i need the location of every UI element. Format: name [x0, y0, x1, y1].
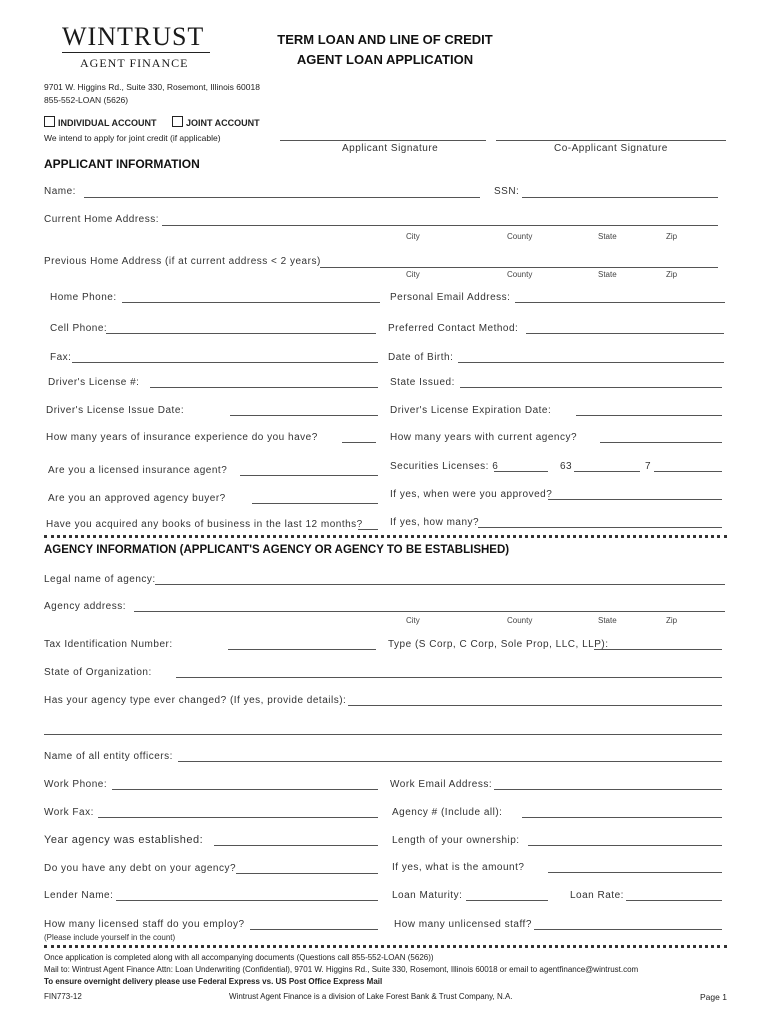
- sublabel-zip: Zip: [666, 232, 678, 241]
- securities-7-label: 7: [645, 461, 652, 472]
- company-phone: 855-552-LOAN (5626): [44, 95, 129, 105]
- tax-id-label: Tax Identification Number:: [44, 639, 173, 650]
- type-changed-field-line2[interactable]: [44, 734, 722, 735]
- rate-label: Loan Rate:: [570, 890, 624, 901]
- preferred-contact-label: Preferred Contact Method:: [388, 323, 519, 334]
- sublabel-state: State: [598, 616, 617, 625]
- division-note: Wintrust Agent Finance is a division of Lake Forest Bank & Trust Company, N.A.: [229, 992, 513, 1001]
- sublabel-state: State: [598, 270, 617, 279]
- individual-account-label: INDIVIDUAL ACCOUNT: [58, 118, 157, 128]
- dl-exp-label: Driver's License Expiration Date:: [390, 405, 552, 416]
- officers-label: Name of all entity officers:: [44, 751, 173, 762]
- type-changed-label: Has your agency type ever changed? (If yes, provide details):: [44, 695, 347, 706]
- dob-label: Date of Birth:: [388, 352, 454, 363]
- agency-type-field[interactable]: [594, 649, 722, 650]
- dob-field[interactable]: [458, 362, 724, 363]
- sublabel-city: City: [406, 232, 420, 241]
- name-field[interactable]: [84, 197, 480, 198]
- debt-field[interactable]: [236, 873, 378, 874]
- insurance-years-label: How many years of insurance experience do you have?: [46, 432, 318, 443]
- year-established-field[interactable]: [214, 845, 378, 846]
- work-email-field[interactable]: [494, 789, 722, 790]
- debt-label: Do you have any debt on your agency?: [44, 863, 237, 874]
- licensed-staff-field[interactable]: [250, 929, 378, 930]
- joint-account-option[interactable]: [172, 116, 260, 128]
- work-fax-label: Work Fax:: [44, 807, 94, 818]
- sublabel-county: County: [507, 616, 533, 625]
- securities-7-field[interactable]: [654, 471, 722, 472]
- agency-address-field[interactable]: [134, 611, 725, 612]
- securities-63-field[interactable]: [574, 471, 640, 472]
- licensed-staff-label: How many licensed staff do you employ?: [44, 919, 245, 930]
- company-address: 9701 W. Higgins Rd., Suite 330, Rosemont, Illinois 60018: [44, 82, 260, 92]
- applicant-section-heading: APPLICANT INFORMATION: [44, 157, 200, 171]
- current-address-label: Current Home Address:: [44, 214, 159, 225]
- section-divider: [44, 535, 727, 538]
- tax-id-field[interactable]: [228, 649, 376, 650]
- footer-divider: [44, 945, 727, 948]
- agency-number-field[interactable]: [522, 817, 722, 818]
- logo-wordmark: WINTRUST: [62, 22, 205, 51]
- applicant-signature-label: Applicant Signature: [342, 143, 439, 154]
- type-changed-field[interactable]: [348, 705, 722, 706]
- current-address-field[interactable]: [162, 225, 718, 226]
- state-issued-label: State Issued:: [390, 377, 455, 388]
- form-title-line1: TERM LOAN AND LINE OF CREDIT: [277, 32, 493, 47]
- coapplicant-signature-line[interactable]: [496, 140, 726, 141]
- licensed-agent-label: Are you a licensed insurance agent?: [48, 465, 228, 476]
- form-id: FIN773-12: [44, 992, 82, 1001]
- previous-address-field[interactable]: [320, 267, 718, 268]
- state-org-field[interactable]: [176, 677, 722, 678]
- dl-number-label: Driver's License #:: [48, 377, 140, 388]
- work-email-label: Work Email Address:: [390, 779, 493, 790]
- lender-field[interactable]: [116, 900, 378, 901]
- agency-years-field[interactable]: [600, 442, 722, 443]
- dl-issue-field[interactable]: [230, 415, 378, 416]
- home-phone-field[interactable]: [122, 302, 380, 303]
- work-fax-field[interactable]: [98, 817, 378, 818]
- fax-field[interactable]: [72, 362, 378, 363]
- maturity-label: Loan Maturity:: [392, 890, 463, 901]
- maturity-field[interactable]: [466, 900, 548, 901]
- approved-when-label: If yes, when were you approved?: [390, 489, 553, 500]
- work-phone-field[interactable]: [112, 789, 378, 790]
- how-many-field[interactable]: [478, 527, 722, 528]
- agency-number-label: Agency # (Include all):: [392, 807, 503, 818]
- fax-label: Fax:: [50, 352, 72, 363]
- individual-account-option[interactable]: [44, 116, 157, 128]
- joint-account-checkbox[interactable]: [172, 116, 183, 127]
- preferred-contact-field[interactable]: [526, 333, 724, 334]
- cell-phone-label: Cell Phone:: [50, 323, 108, 334]
- staff-note: (Please include yourself in the count): [44, 933, 176, 942]
- logo-rule: [62, 52, 210, 53]
- footer-delivery-note: To ensure overnight delivery please use Federal Express vs. US Post Office Express Mail: [44, 977, 383, 986]
- acquired-books-field[interactable]: [358, 529, 378, 530]
- amount-field[interactable]: [548, 872, 722, 873]
- ssn-field[interactable]: [522, 197, 718, 198]
- unlicensed-staff-field[interactable]: [534, 929, 722, 930]
- year-established-label: Year agency was established:: [44, 834, 204, 846]
- applicant-signature-line[interactable]: [280, 140, 486, 141]
- form-title-line2: AGENT LOAN APPLICATION: [296, 52, 474, 67]
- how-many-label: If yes, how many?: [390, 517, 480, 528]
- personal-email-label: Personal Email Address:: [390, 292, 511, 303]
- joint-credit-note: We intend to apply for joint credit (if applicable): [44, 133, 221, 143]
- state-org-label: State of Organization:: [44, 667, 152, 678]
- state-issued-field[interactable]: [460, 387, 722, 388]
- sublabel-city: City: [406, 270, 420, 279]
- ownership-field[interactable]: [528, 845, 722, 846]
- legal-name-field[interactable]: [155, 584, 725, 585]
- insurance-years-field[interactable]: [342, 442, 376, 443]
- footer-instructions: Once application is completed along with all accompanying documents (Questions call 855-552-LOAN (5626)): [44, 953, 434, 962]
- footer-mail-to: Mail to: Wintrust Agent Finance Attn: Loan Underwriting (Confidential), 9701 W. Higgins Rd., Suite 330, Rosemont, Illinois 60018 or email to agentfinance@wintrust.com: [44, 965, 639, 974]
- work-phone-label: Work Phone:: [44, 779, 108, 790]
- ssn-label: SSN:: [494, 186, 520, 197]
- unlicensed-staff-label: How many unlicensed staff?: [394, 919, 532, 930]
- dl-number-field[interactable]: [150, 387, 378, 388]
- agency-section-heading: AGENCY INFORMATION (APPLICANT'S AGENCY OR AGENCY TO BE ESTABLISHED): [44, 544, 510, 556]
- coapplicant-signature-label: Co-Applicant Signature: [554, 143, 668, 154]
- agency-address-label: Agency address:: [44, 601, 126, 612]
- officers-field[interactable]: [178, 761, 722, 762]
- dl-exp-field[interactable]: [576, 415, 722, 416]
- approved-when-field[interactable]: [548, 499, 722, 500]
- approved-buyer-label: Are you an approved agency buyer?: [48, 493, 226, 504]
- joint-account-label: JOINT ACCOUNT: [186, 118, 260, 128]
- lender-label: Lender Name:: [44, 890, 114, 901]
- agency-type-label: Type (S Corp, C Corp, Sole Prop, LLC, LLP):: [388, 639, 609, 650]
- sublabel-zip: Zip: [666, 616, 678, 625]
- securities-label: Securities Licenses: 6: [390, 461, 499, 472]
- name-label: Name:: [44, 186, 76, 197]
- dl-issue-label: Driver's License Issue Date:: [46, 405, 185, 416]
- home-phone-label: Home Phone:: [50, 292, 117, 303]
- previous-address-label: Previous Home Address (if at current address < 2 years): [44, 256, 321, 267]
- logo-subtitle: AGENT FINANCE: [80, 56, 189, 70]
- sublabel-county: County: [507, 232, 533, 241]
- licensed-agent-field[interactable]: [240, 475, 378, 476]
- page-number: Page 1: [700, 992, 727, 1002]
- cell-phone-field[interactable]: [106, 333, 376, 334]
- legal-name-label: Legal name of agency:: [44, 574, 156, 585]
- sublabel-county: County: [507, 270, 533, 279]
- sublabel-city: City: [406, 616, 420, 625]
- sublabel-state: State: [598, 232, 617, 241]
- securities-6-field[interactable]: [494, 471, 548, 472]
- individual-account-checkbox[interactable]: [44, 116, 55, 127]
- sublabel-zip: Zip: [666, 270, 678, 279]
- acquired-books-label: Have you acquired any books of business in the last 12 months?: [46, 519, 363, 530]
- ownership-label: Length of your ownership:: [392, 835, 520, 846]
- rate-field[interactable]: [626, 900, 722, 901]
- securities-63-label: 63: [560, 461, 573, 472]
- approved-buyer-field[interactable]: [252, 503, 378, 504]
- amount-label: If yes, what is the amount?: [392, 862, 525, 873]
- personal-email-field[interactable]: [515, 302, 725, 303]
- agency-years-label: How many years with current agency?: [390, 432, 578, 443]
